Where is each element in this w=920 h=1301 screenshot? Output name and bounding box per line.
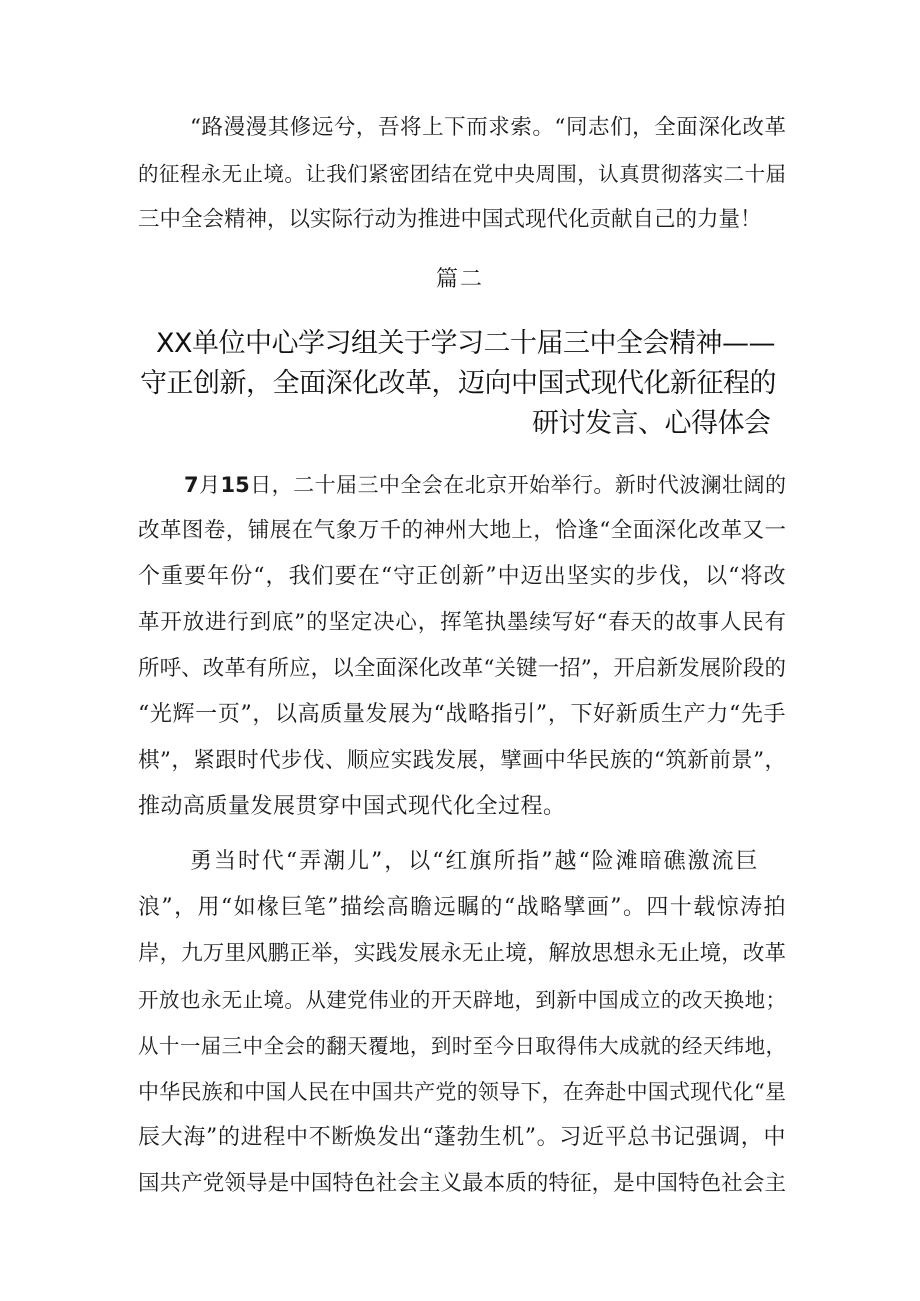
paragraph-2-line-7: 辰大海”的进程中不断焕发出“蓬勃生机”。习近平总书记强调，中 [138,1125,786,1150]
paragraph-2-line-2: 浪”，用“如椽巨笔”描绘高瞻远瞩的“战略擘画”。四十载惊涛拍 [138,895,786,920]
title-line-3: 研讨发言、心得体会 [532,408,771,439]
date-month-unit: 月 [198,473,221,497]
paragraph-2-line-6: 中华民族和中国人民在中国共产党的领导下，在奔赴中国式现代化“星 [138,1080,786,1104]
section-label: 篇二 [435,267,484,292]
title-line-2: 守正创新，全面深化改革，迈向中国式现代化新征程的 [140,368,776,399]
paragraph-1-line-2: 改革图卷，铺展在气象万千的神州大地上，恰逢“全面深化改革又一 [138,518,786,543]
paragraph-1-line-5: 所呼、改革有所应，以全面深化改革“关键一招”，开启新发展阶段的 [138,656,786,681]
paragraph-1-line-7: 棋”，紧跟时代步伐、顺应实践发展，擘画中华民族的“筑新前景”， [138,748,786,773]
paragraph-2-line-3: 岸，九万里风鹏正举，实践发展永无止境，解放思想永无止境，改革 [138,941,786,966]
paragraph-1-line-6: “光辉一页”，以高质量发展为“战略指引”，下好新质生产力“先手 [138,702,786,727]
paragraph-2-line-4: 开放也永无止境。从建党伟业的开天辟地，到新中国成立的改天换地； [138,988,786,1012]
intro-line-1: “路漫漫其修远兮，吾将上下而求索。“同志们，全面深化改革 [190,115,786,140]
paragraph-1-line-4: 革开放进行到底”的坚定决心，挥笔执墨续写好“春天的故事人民有 [138,610,786,635]
intro-line-2: 的征程永无止境。让我们紧密团结在党中央周围，认真贯彻落实二十届 [138,162,786,186]
title-line-1: XX单位中心学习组关于学习二十届三中全会精神—— [156,328,775,359]
paragraph-2-line-5: 从十一届三中全会的翻天覆地，到时至今日取得伟大成就的经天纬地， [138,1034,786,1058]
paragraph-1-line-3: 个重要年份“，我们要在“守正创新”中迈出坚实的步伐，以“将改 [138,564,786,589]
intro-line-3: 三中全会精神，以实际行动为推进中国式现代化贡献自己的力量！ [138,207,762,232]
paragraph-2-line-8: 国共产党领导是中国特色社会主义最本质的特征，是中国特色社会主 [138,1171,786,1196]
paragraph-1-line-8: 推动高质量发展贯穿中国式现代化全过程。 [138,794,566,819]
date-day: 15 [220,473,250,497]
date-month: 7 [184,473,199,497]
paragraph-1-line-1-text: 日，二十届三中全会在北京开始举行。新时代波澜壮阔的 [249,473,787,497]
paragraph-1-line-1 [184,470,786,500]
paragraph-2-line-1: 勇当时代“弄潮儿”，以“红旗所指”越“险滩暗礁激流巨 [190,849,758,874]
